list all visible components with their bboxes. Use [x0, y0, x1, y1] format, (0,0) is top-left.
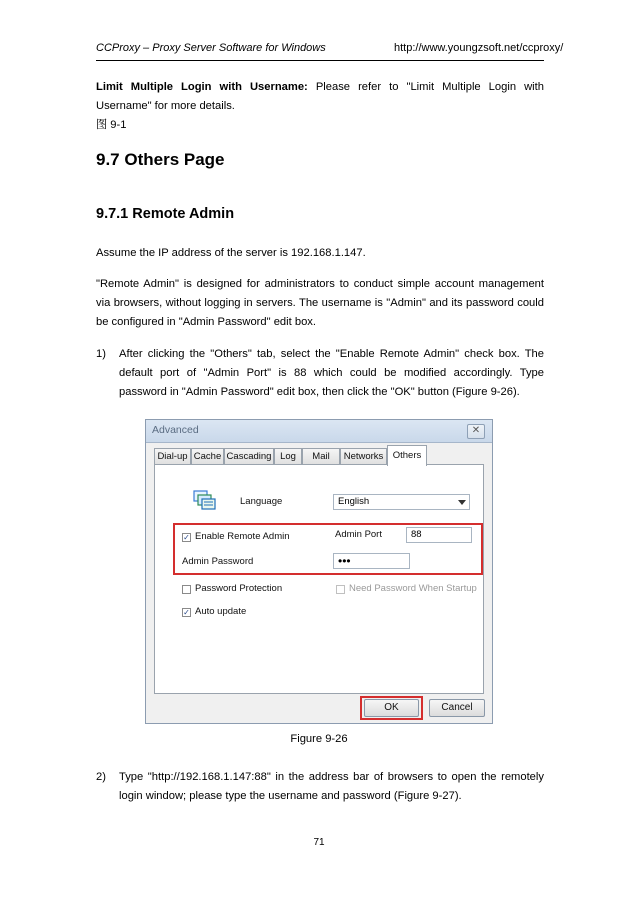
password-protection-label: Password Protection [195, 583, 283, 594]
desc-line-1: "Remote Admin" is designed for administrators to conduct simple account management [96, 278, 544, 290]
language-icon [192, 489, 218, 513]
section-heading: 9.7 Others Page [96, 150, 225, 169]
tab-networks[interactable]: Networks [340, 448, 387, 464]
header-rule [96, 60, 544, 61]
intro-figref: 图 9-1 [96, 119, 127, 131]
intro-bold: Limit Multiple Login with Username: [96, 81, 308, 93]
auto-update-label: Auto update [195, 606, 247, 617]
figure-caption: Figure 9-26 [290, 733, 348, 745]
need-password-label: Need Password When Startup [349, 583, 477, 594]
tab-cascading[interactable]: Cascading [224, 448, 274, 464]
step-1-line-2: default port of "Admin Port" is 88 which could be modified accordingly. Type [119, 367, 544, 379]
step-2-line-1: Type "http://192.168.1.147:88" in the address bar of browsers to open the remotely [119, 771, 544, 783]
tab-others[interactable]: Others [387, 445, 427, 466]
step-2-number: 2) [96, 771, 106, 783]
running-header-title: CCProxy – Proxy Server Software for Windows [96, 42, 326, 54]
intro-rest: Please refer to "Limit Multiple Login with [307, 81, 544, 93]
desc-line-2: via browsers, without logging in servers. The username is "Admin" and its password could [96, 297, 544, 309]
tab-dial-up[interactable]: Dial-up [154, 448, 191, 464]
dialog-titlebar [146, 420, 492, 443]
tab-log[interactable]: Log [274, 448, 302, 464]
admin-port-label: Admin Port [335, 529, 382, 540]
running-header-url: http://www.youngzsoft.net/ccproxy/ [394, 42, 564, 54]
intro-line-1 [96, 78, 544, 97]
step-1-line-3: password in "Admin Password" edit box, then click the "OK" button (Figure 9-26). [119, 386, 520, 398]
admin-password-label: Admin Password [182, 556, 254, 567]
tab-mail[interactable]: Mail [302, 448, 340, 464]
language-label: Language [240, 496, 283, 507]
intro-line-2: Username" for more details. [96, 100, 235, 112]
subsection-heading: 9.7.1 Remote Admin [96, 206, 235, 222]
admin-port-field[interactable]: 88 [406, 527, 472, 543]
enable-remote-admin-checkbox[interactable]: ✓ [183, 533, 190, 542]
desc-line-3: be configured in "Admin Password" edit box. [96, 316, 317, 328]
enable-remote-admin-label: Enable Remote Admin [195, 531, 290, 542]
remote-admin-highlight [173, 523, 483, 575]
others-panel [154, 464, 484, 694]
step-2-line-2: login window; please type the username and password (Figure 9-27). [119, 790, 462, 802]
page-number: 71 [313, 837, 325, 848]
auto-update-checkbox[interactable]: ✓ [183, 608, 190, 617]
step-1-number: 1) [96, 348, 106, 360]
need-password-checkbox[interactable] [336, 585, 345, 594]
language-select-value: English [338, 496, 370, 507]
close-icon[interactable]: ✕ [467, 424, 485, 439]
admin-password-field[interactable]: ••• [333, 553, 410, 569]
language-select[interactable] [333, 494, 470, 510]
ok-highlight [360, 696, 423, 720]
password-protection-checkbox[interactable] [182, 585, 191, 594]
assume-paragraph: Assume the IP address of the server is 192.168.1.147. [96, 247, 366, 259]
ok-button[interactable]: OK [364, 699, 419, 717]
tab-cache[interactable]: Cache [191, 448, 224, 464]
chevron-down-icon [458, 500, 466, 505]
cancel-button[interactable]: Cancel [429, 699, 485, 717]
advanced-dialog [145, 419, 493, 724]
dialog-title: Advanced [152, 424, 199, 436]
step-1-line-1: After clicking the "Others" tab, select the "Enable Remote Admin" check box. The [119, 348, 544, 360]
